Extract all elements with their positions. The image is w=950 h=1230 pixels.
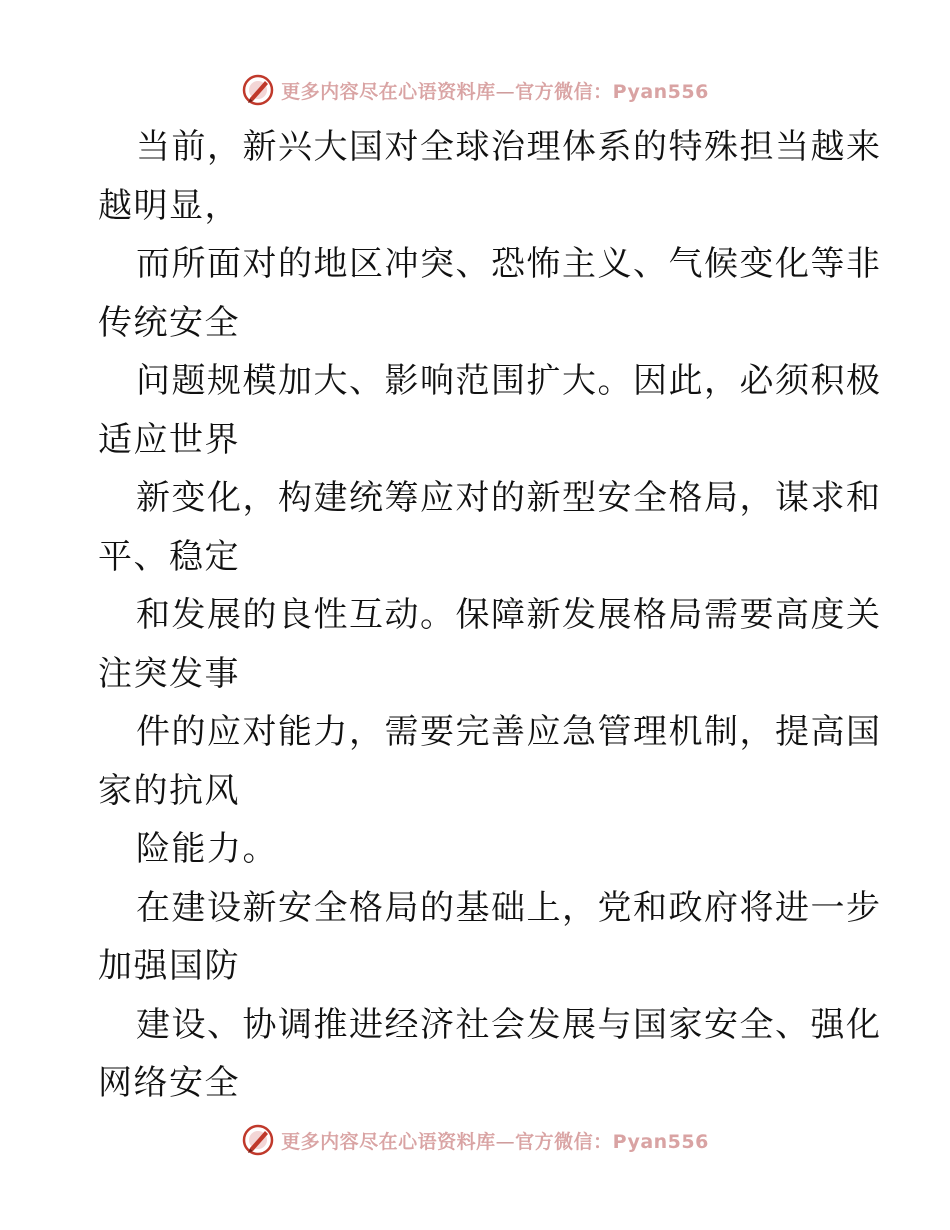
text-line: 件的应对能力，需要完善应急管理机制，提高国 bbox=[136, 712, 882, 752]
pen-circle-logo-icon bbox=[241, 73, 275, 107]
text-line: 越明显， bbox=[98, 185, 240, 226]
text-line: 建设、协调推进经济社会发展与国家安全、强化 bbox=[136, 1004, 882, 1045]
footer-banner-text bbox=[281, 1127, 709, 1154]
footer-banner-wechat: 官方微信：Pyan556 bbox=[515, 1130, 709, 1153]
text-line: 加强国防 bbox=[98, 946, 240, 986]
text-line: 平、稳定 bbox=[98, 536, 240, 577]
text-line: 和发展的良性互动。保障新发展格局需要高度关 bbox=[136, 595, 882, 635]
footer-banner-title: 更多内容尽在心语资料库 bbox=[281, 1130, 496, 1153]
text-line: 网络安全 bbox=[98, 1063, 240, 1103]
header-banner-separator: — bbox=[495, 80, 516, 103]
text-line: 在建设新安全格局的基础上，党和政府将进一步 bbox=[136, 887, 882, 928]
text-line: 适应世界 bbox=[98, 419, 240, 460]
document-body bbox=[98, 118, 882, 1113]
header-banner-wechat: 官方微信：Pyan556 bbox=[515, 80, 709, 103]
pen-circle-logo-icon bbox=[241, 1123, 275, 1157]
footer-banner-separator: — bbox=[495, 1130, 516, 1153]
text-line: 险能力。 bbox=[136, 829, 278, 869]
text-line: 新变化，构建统筹应对的新型安全格局，谋求和 bbox=[136, 478, 882, 518]
text-line: 当前，新兴大国对全球治理体系的特殊担当越来 bbox=[136, 127, 882, 167]
text-line: 问题规模加大、影响范围扩大。因此，必须积极 bbox=[136, 361, 882, 401]
text-line: 家的抗风 bbox=[98, 770, 240, 811]
footer-banner bbox=[0, 1120, 950, 1160]
header-banner bbox=[0, 70, 950, 110]
header-banner-title: 更多内容尽在心语资料库 bbox=[281, 80, 496, 103]
header-banner-text bbox=[281, 77, 709, 104]
text-line: 而所面对的地区冲突、恐怖主义、气候变化等非 bbox=[136, 244, 882, 284]
text-line: 传统安全 bbox=[98, 302, 240, 343]
text-line: 注突发事 bbox=[98, 653, 240, 694]
